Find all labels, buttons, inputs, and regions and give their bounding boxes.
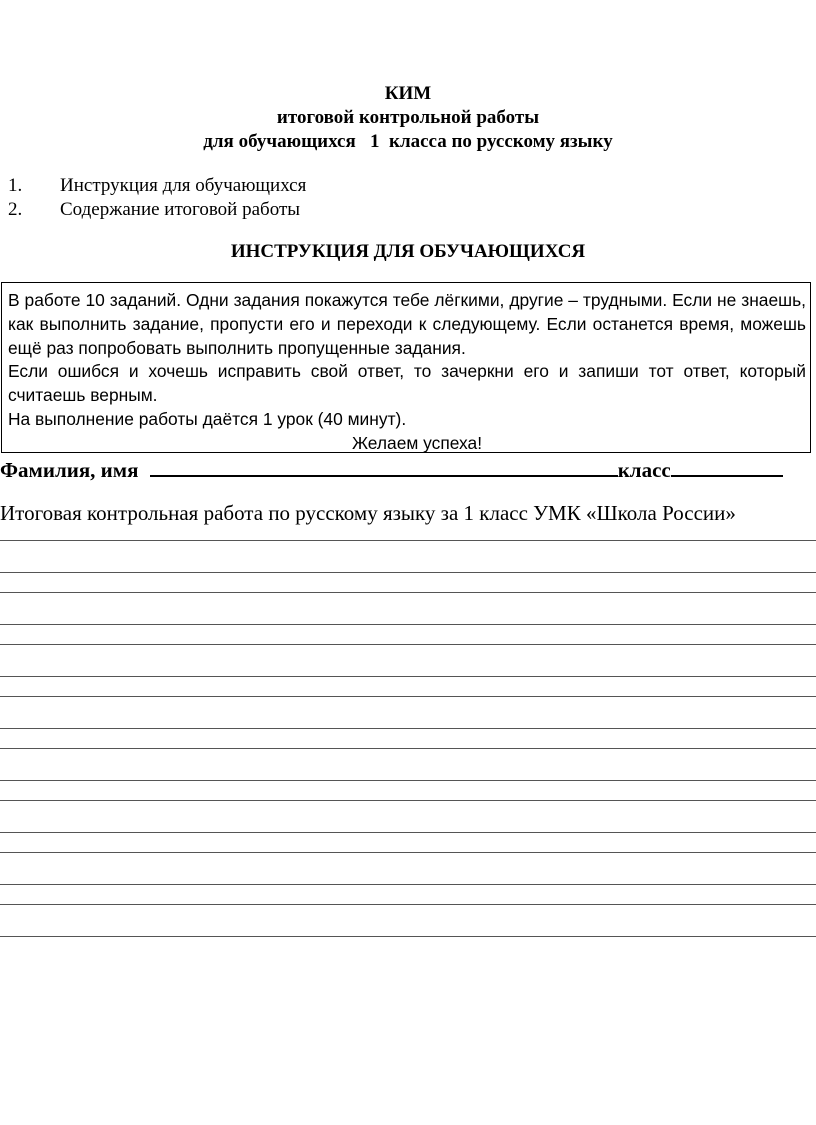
writing-line	[0, 852, 816, 853]
writing-line	[0, 748, 816, 749]
writing-line	[0, 800, 816, 801]
class-label: класс	[617, 458, 671, 482]
toc-item-1	[8, 174, 306, 198]
writing-line	[0, 644, 816, 645]
writing-line	[0, 696, 816, 697]
writing-line	[0, 624, 816, 625]
doc-subtitle: итоговой контрольной работы	[276, 107, 540, 128]
writing-line	[0, 832, 816, 833]
writing-lines[interactable]	[0, 540, 816, 940]
instructions-paragraph-3: На выполнение работы даётся 1 урок (40 минут).	[8, 408, 407, 429]
toc-label: Содержание итоговой работы	[60, 199, 301, 220]
writing-line	[0, 592, 816, 593]
instructions-paragraph-2: Если ошибся и хочешь исправить свой ответ, то зачеркни его и запиши тот ответ, который считаешь верным.	[8, 361, 806, 406]
writing-line	[0, 780, 816, 781]
wish-text: Желаем успеха!	[351, 432, 483, 453]
doc-title: КИМ	[384, 83, 432, 104]
writing-line	[0, 884, 816, 885]
name-label: Фамилия, имя	[0, 458, 139, 482]
writing-line	[0, 936, 816, 937]
writing-line	[0, 904, 816, 905]
writing-line	[0, 572, 816, 573]
name-class-row	[0, 456, 816, 483]
name-blank-field[interactable]	[150, 456, 618, 477]
toc-number: 2.	[8, 199, 23, 220]
toc-item-2	[8, 198, 300, 222]
instructions-paragraph-1: В работе 10 заданий. Одни задания покажутся тебе лёгкими, другие – трудными. Если не знаешь, как выполнить задание, пропусти его и переходи к следующему. Если останется время, можешь ещё раз попробовать выполнить пропущенные задания.	[8, 290, 806, 358]
toc-number: 1.	[8, 175, 23, 196]
work-title: Итоговая контрольная работа по русскому языку за 1 класс УМК «Школа России»	[0, 501, 736, 525]
writing-line	[0, 728, 816, 729]
class-blank-field[interactable]	[671, 456, 783, 477]
doc-subtitle-grade: для обучающихся 1 класса по русскому языку	[203, 131, 613, 152]
writing-line	[0, 540, 816, 541]
toc-label: Инструкция для обучающихся	[60, 175, 307, 196]
instructions-box	[1, 282, 811, 453]
section-heading: ИНСТРУКЦИЯ ДЛЯ ОБУЧАЮЩИХСЯ	[230, 241, 586, 262]
writing-line	[0, 676, 816, 677]
